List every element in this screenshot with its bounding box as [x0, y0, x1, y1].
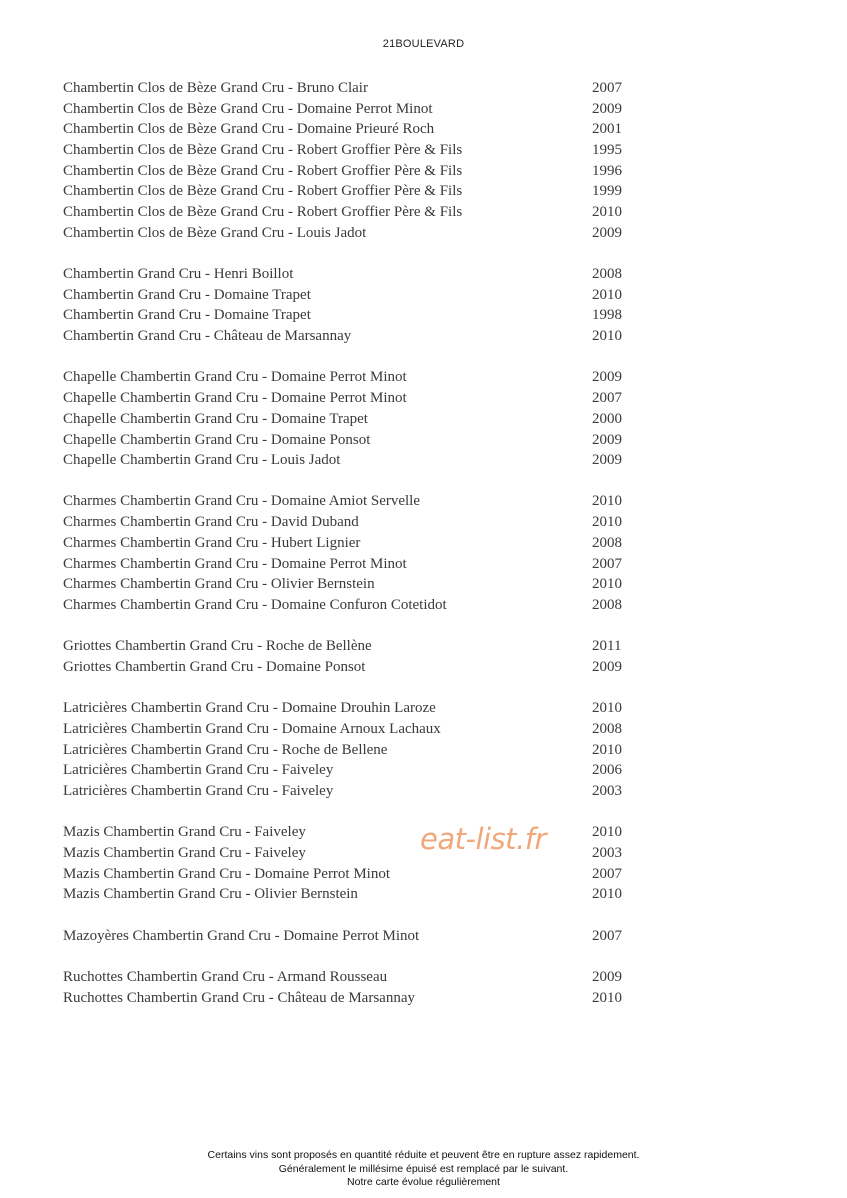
wine-name: Chambertin Clos de Bèze Grand Cru - Domaine Prieuré Roch	[63, 121, 435, 138]
wine-vintage: 2007	[592, 927, 622, 944]
wine-vintage: 2009	[592, 431, 622, 448]
wine-row	[63, 740, 663, 761]
wine-vintage: 2010	[592, 493, 622, 510]
wine-vintage: 2007	[592, 865, 622, 882]
wine-name: Charmes Chambertin Grand Cru - Domaine Perrot Minot	[63, 555, 407, 572]
wine-row	[63, 781, 663, 802]
wine-vintage: 2007	[592, 80, 622, 96]
wine-vintage: 2010	[592, 514, 622, 531]
wine-row	[63, 285, 663, 306]
wine-row	[63, 884, 663, 905]
wine-vintage: 2000	[592, 410, 622, 427]
wine-vintage: 2006	[592, 762, 622, 779]
wine-vintage: 2001	[592, 121, 622, 138]
wine-name: Chambertin Clos de Bèze Grand Cru - Robert Groffier Père & Fils	[63, 142, 463, 159]
wine-name: Chambertin Grand Cru - Château de Marsannay	[63, 328, 352, 345]
wine-vintage: 2009	[592, 452, 622, 469]
wine-vintage: 2009	[592, 224, 622, 241]
wine-row	[63, 367, 663, 388]
wine-row	[63, 223, 663, 244]
wine-vintage: 2007	[592, 390, 622, 407]
wine-row	[63, 822, 663, 843]
wine-row	[63, 388, 663, 409]
wine-row	[63, 988, 663, 1009]
wine-group	[63, 967, 663, 1008]
wine-name: Chapelle Chambertin Grand Cru - Domaine Perrot Minot	[63, 369, 407, 386]
wine-name: Chambertin Grand Cru - Domaine Trapet	[63, 307, 311, 324]
footer-line: Généralement le millésime épuisé est remplacé par le suivant.	[278, 1162, 569, 1175]
wine-vintage: 2010	[592, 204, 622, 221]
wine-group	[63, 367, 663, 470]
wine-vintage: 2008	[592, 266, 622, 283]
wine-row	[63, 326, 663, 347]
wine-row	[63, 698, 663, 719]
wine-vintage: 2010	[592, 824, 622, 841]
footer-line: Notre carte évolue régulièrement	[347, 1176, 500, 1188]
wine-name: Ruchottes Chambertin Grand Cru - Armand Rousseau	[63, 968, 388, 985]
wine-group	[63, 698, 663, 801]
wine-vintage: 2010	[592, 741, 622, 758]
wine-vintage: 1999	[592, 183, 622, 200]
footer-line: Certains vins sont proposés en quantité réduite et peuvent être en rupture assez rapidement.	[207, 1149, 640, 1161]
watermark: eat-list.fr	[420, 822, 546, 856]
wine-row	[63, 202, 663, 223]
wine-vintage: 2009	[592, 369, 622, 386]
wine-name: Latricières Chambertin Grand Cru - Roche de Bellene	[63, 741, 388, 758]
wine-row	[63, 636, 663, 657]
wine-name: Latricières Chambertin Grand Cru - Domaine Drouhin Laroze	[63, 700, 436, 717]
wine-vintage: 2009	[592, 658, 622, 675]
wine-name: Ruchottes Chambertin Grand Cru - Château de Marsannay	[63, 989, 415, 1006]
wine-row	[63, 657, 663, 678]
wine-vintage: 2009	[592, 100, 622, 117]
wine-row	[63, 409, 663, 430]
wine-row	[63, 99, 663, 120]
wine-vintage: 1998	[592, 307, 622, 324]
wine-vintage: 1996	[592, 162, 622, 179]
wine-row	[63, 843, 663, 864]
wine-row	[63, 450, 663, 471]
wine-name: Latricières Chambertin Grand Cru - Faiveley	[63, 762, 334, 779]
wine-group	[63, 491, 663, 615]
wine-vintage: 2011	[592, 638, 622, 655]
wine-name: Mazis Chambertin Grand Cru - Olivier Bernstein	[63, 886, 358, 903]
wine-row	[63, 574, 663, 595]
wine-name: Mazis Chambertin Grand Cru - Domaine Perrot Minot	[63, 865, 391, 882]
wine-vintage: 2010	[592, 286, 622, 303]
footer-note	[0, 1149, 847, 1190]
wine-group	[63, 78, 663, 244]
wine-name: Charmes Chambertin Grand Cru - Domaine Amiot Servelle	[63, 493, 421, 510]
wine-row	[63, 78, 663, 99]
wine-vintage: 2003	[592, 844, 622, 861]
wine-list	[63, 78, 663, 1029]
wine-name: Chapelle Chambertin Grand Cru - Domaine Perrot Minot	[63, 390, 407, 407]
wine-group	[63, 926, 663, 947]
wine-row	[63, 554, 663, 575]
wine-name: Charmes Chambertin Grand Cru - Olivier Bernstein	[63, 576, 375, 593]
wine-vintage: 2010	[592, 989, 622, 1006]
wine-group	[63, 264, 663, 347]
wine-row	[63, 595, 663, 616]
wine-name: Mazis Chambertin Grand Cru - Faiveley	[63, 844, 306, 861]
wine-name: Mazis Chambertin Grand Cru - Faiveley	[63, 824, 306, 841]
wine-row	[63, 533, 663, 554]
wine-name: Charmes Chambertin Grand Cru - Domaine Confuron Cotetidot	[63, 596, 447, 613]
wine-name: Charmes Chambertin Grand Cru - Hubert Lignier	[63, 534, 361, 551]
wine-vintage: 1995	[592, 142, 622, 159]
wine-row	[63, 140, 663, 161]
wine-row	[63, 181, 663, 202]
wine-vintage: 2009	[592, 968, 622, 985]
wine-row	[63, 864, 663, 885]
wine-name: Mazoyères Chambertin Grand Cru - Domaine Perrot Minot	[63, 927, 420, 944]
wine-vintage: 2010	[592, 328, 622, 345]
wine-row	[63, 926, 663, 947]
wine-row	[63, 967, 663, 988]
wine-name: Chambertin Clos de Bèze Grand Cru - Louis Jadot	[63, 224, 367, 241]
wine-name: Latricières Chambertin Grand Cru - Domaine Arnoux Lachaux	[63, 720, 441, 737]
wine-row	[63, 305, 663, 326]
wine-vintage: 2007	[592, 555, 622, 572]
wine-vintage: 2010	[592, 576, 622, 593]
wine-name: Chapelle Chambertin Grand Cru - Domaine Trapet	[63, 410, 368, 427]
wine-row	[63, 491, 663, 512]
wine-name: Chambertin Grand Cru - Domaine Trapet	[63, 286, 311, 303]
wine-row	[63, 760, 663, 781]
wine-vintage: 2008	[592, 534, 622, 551]
wine-row	[63, 719, 663, 740]
wine-row	[63, 119, 663, 140]
wine-vintage: 2010	[592, 700, 622, 717]
wine-name: Chambertin Clos de Bèze Grand Cru - Bruno Clair	[63, 80, 368, 96]
wine-name: Chapelle Chambertin Grand Cru - Domaine Ponsot	[63, 431, 371, 448]
wine-vintage: 2010	[592, 886, 622, 903]
wine-name: Chambertin Clos de Bèze Grand Cru - Robert Groffier Père & Fils	[63, 183, 463, 200]
wine-name: Chambertin Clos de Bèze Grand Cru - Domaine Perrot Minot	[63, 100, 433, 117]
wine-name: Charmes Chambertin Grand Cru - David Duband	[63, 514, 359, 531]
wine-name: Griottes Chambertin Grand Cru - Domaine Ponsot	[63, 658, 366, 675]
wine-name: Chambertin Clos de Bèze Grand Cru - Robert Groffier Père & Fils	[63, 204, 463, 221]
wine-row	[63, 512, 663, 533]
wine-vintage: 2008	[592, 720, 622, 737]
wine-row	[63, 161, 663, 182]
wine-name: Latricières Chambertin Grand Cru - Faiveley	[63, 782, 334, 799]
wine-group	[63, 636, 663, 677]
wine-row	[63, 264, 663, 285]
wine-name: Chambertin Clos de Bèze Grand Cru - Robert Groffier Père & Fils	[63, 162, 463, 179]
wine-vintage: 2008	[592, 596, 622, 613]
wine-name: Chapelle Chambertin Grand Cru - Louis Jadot	[63, 452, 341, 469]
wine-name: Chambertin Grand Cru - Henri Boillot	[63, 266, 294, 283]
wine-vintage: 2003	[592, 782, 622, 799]
wine-row	[63, 430, 663, 451]
wine-name: Griottes Chambertin Grand Cru - Roche de Bellène	[63, 638, 372, 655]
page-header-title: 21BOULEVARD	[382, 38, 465, 50]
wine-group	[63, 822, 663, 905]
